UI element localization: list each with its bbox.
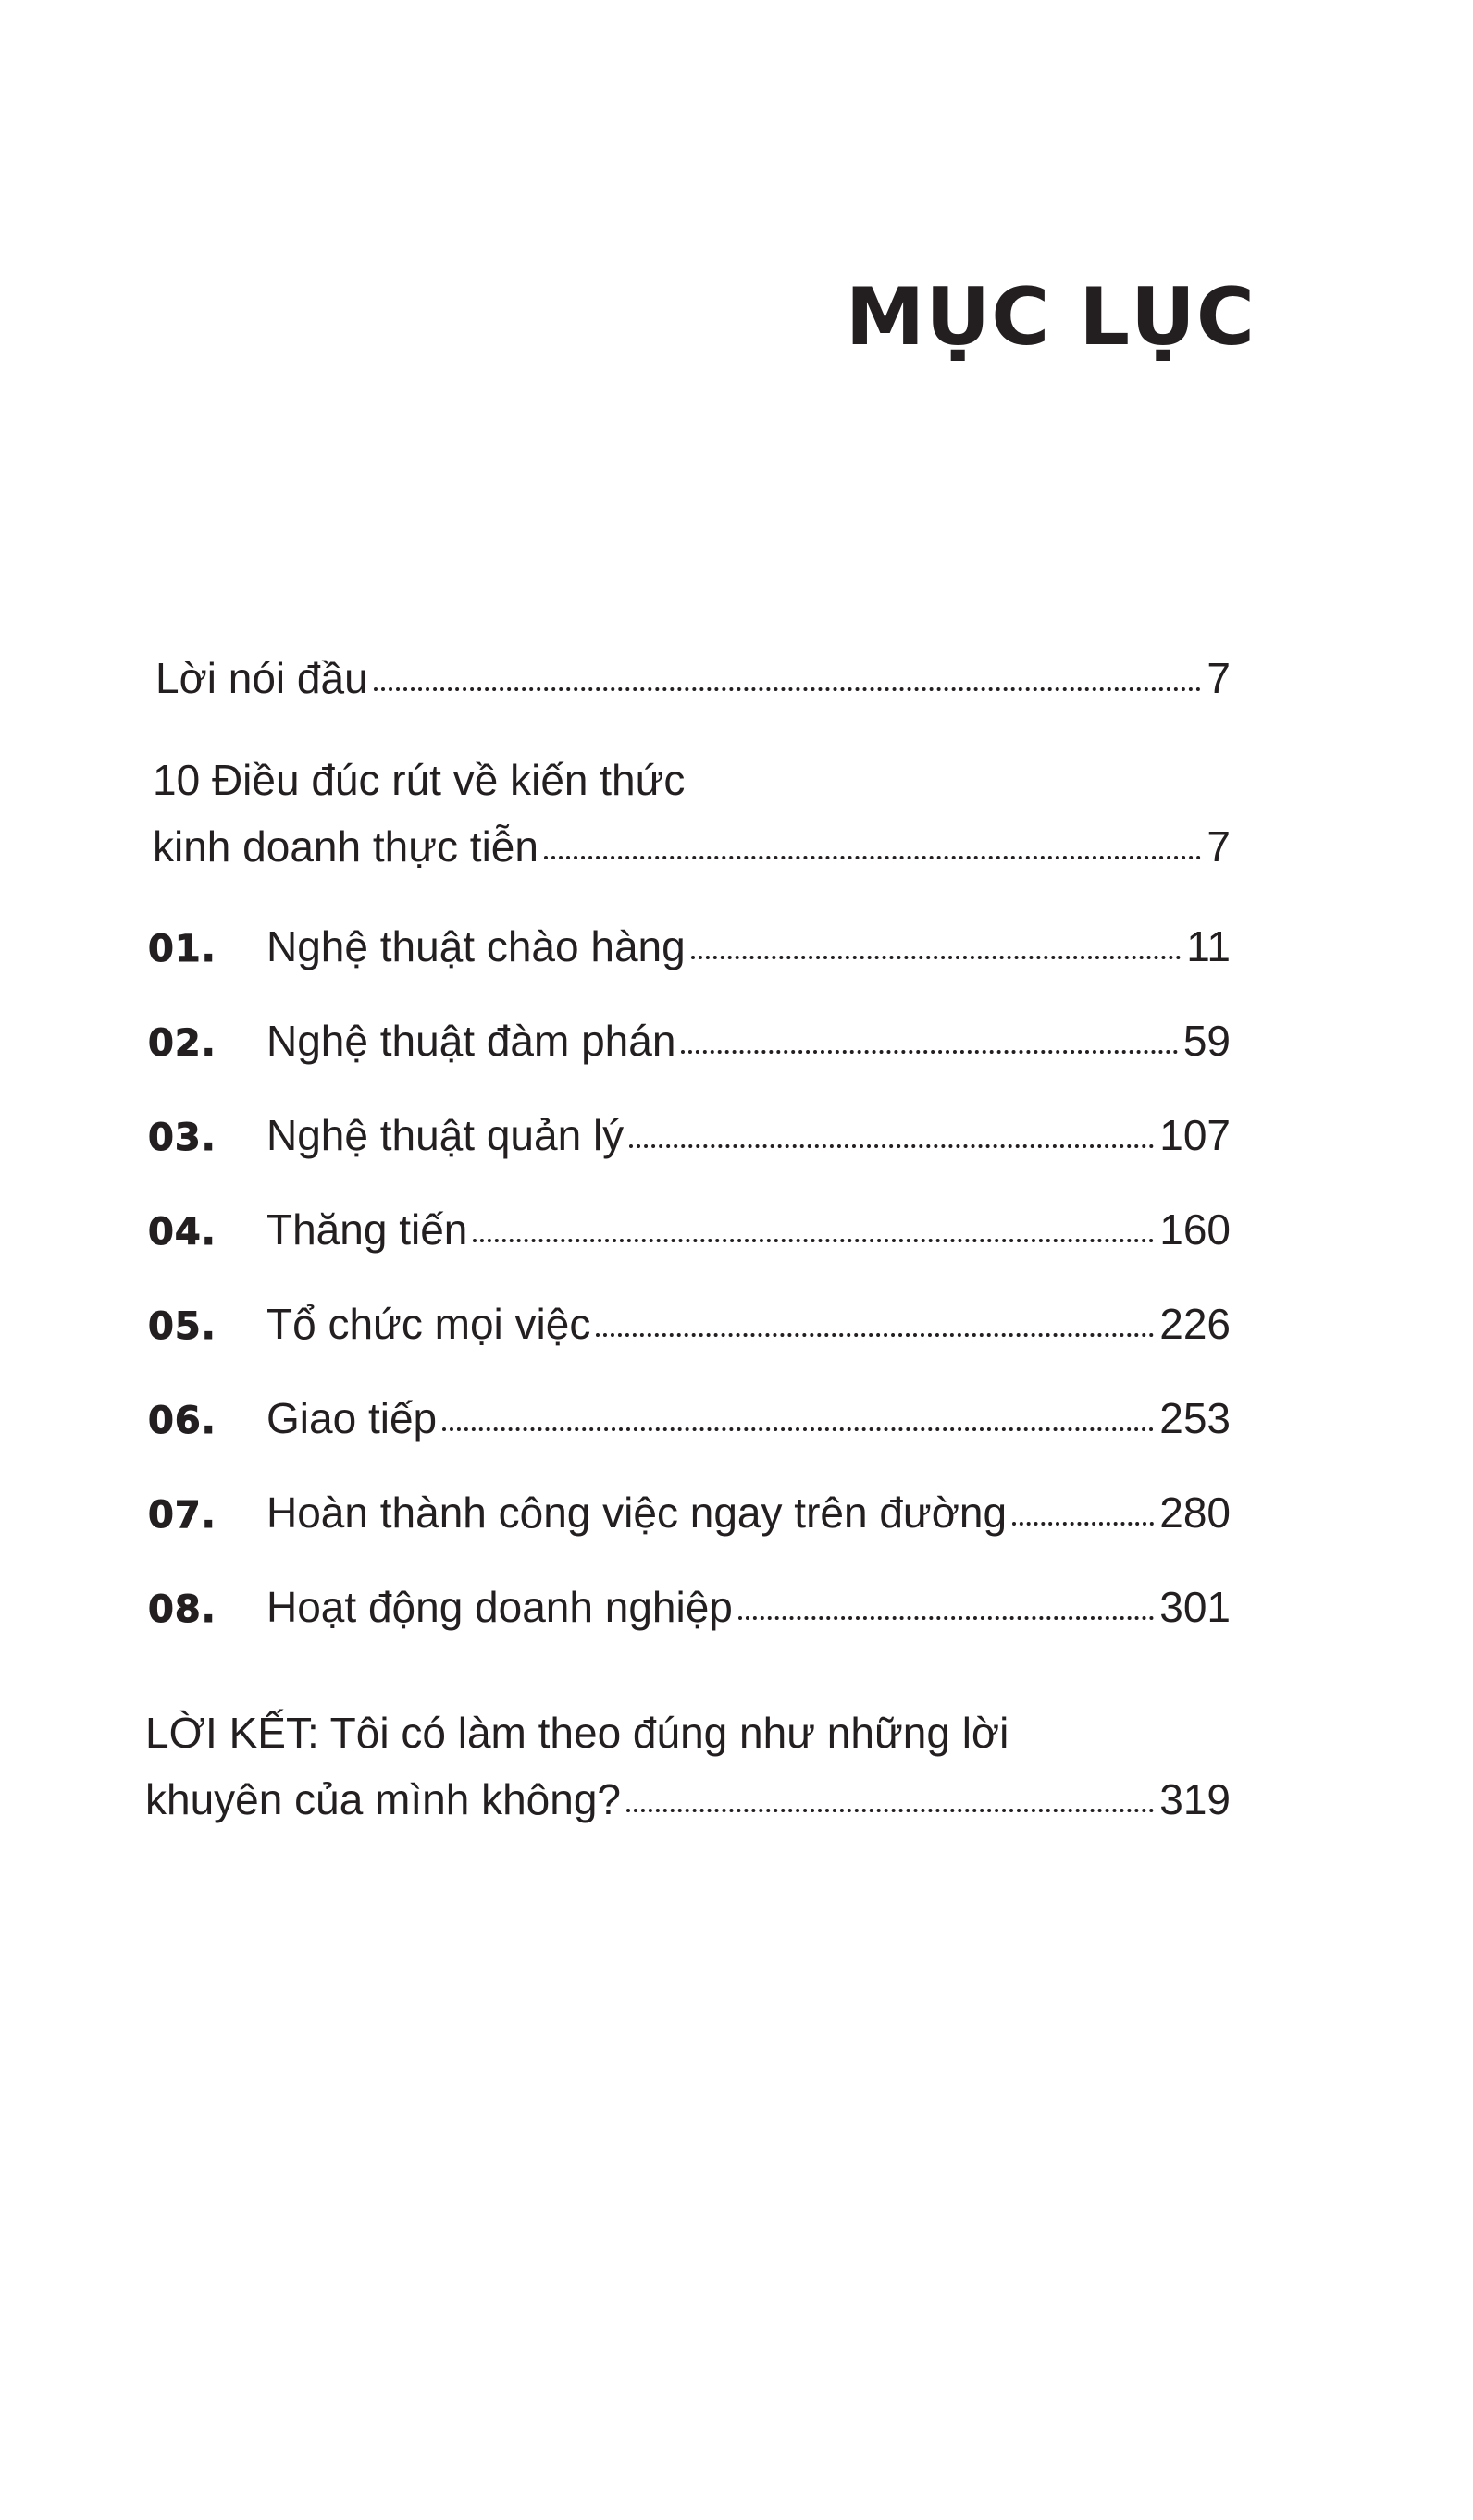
chapter-number: 04. — [148, 1211, 217, 1254]
leader-dots — [442, 1427, 1154, 1431]
leader-dots — [626, 1809, 1154, 1812]
toc-page-number: 107 — [1159, 1111, 1231, 1159]
toc-entry-label: Nghệ thuật chào hàng — [266, 922, 686, 970]
toc-page-number: 160 — [1159, 1205, 1231, 1254]
toc-entry-label: Hoạt động doanh nghiệp — [266, 1583, 733, 1631]
toc-entry-label: Thăng tiến — [266, 1205, 468, 1254]
chapter-number: 03. — [148, 1117, 217, 1159]
toc-entry-label-line2: kinh doanh thực tiễn — [153, 822, 538, 871]
chapter-number: 07. — [148, 1494, 217, 1537]
toc-entry-foreword[interactable] — [155, 654, 1231, 702]
toc-entry-conclusion[interactable] — [145, 1711, 1231, 1821]
leader-dots — [473, 1239, 1154, 1242]
toc-chapter-06[interactable] — [148, 1394, 1231, 1442]
toc-chapter-05[interactable] — [148, 1300, 1231, 1348]
toc-entry-label: Tổ chức mọi việc — [266, 1300, 591, 1348]
toc-chapter-03[interactable] — [148, 1111, 1231, 1159]
toc-page-number: 11 — [1186, 922, 1231, 970]
toc-chapter-04[interactable] — [148, 1205, 1231, 1254]
toc-chapter-01[interactable] — [148, 922, 1231, 970]
leader-dots — [1012, 1522, 1154, 1526]
leader-dots — [596, 1333, 1154, 1337]
toc-page-number: 319 — [1159, 1775, 1231, 1823]
toc-page-number: 301 — [1159, 1583, 1231, 1631]
toc-page-number: 280 — [1159, 1489, 1231, 1537]
toc-page-number: 253 — [1159, 1394, 1231, 1442]
toc-entry-lessons[interactable] — [153, 756, 1231, 871]
toc-entry-label: Nghệ thuật đàm phán — [266, 1017, 676, 1065]
toc-page-number: 7 — [1207, 822, 1231, 871]
leader-dots — [629, 1144, 1154, 1148]
toc-entry-label-line1: 10 Điều đúc rút về kiến thức — [153, 756, 686, 804]
leader-dots — [374, 687, 1202, 691]
toc-entry-label: Hoàn thành công việc ngay trên đường — [266, 1489, 1008, 1537]
chapter-number: 08. — [148, 1588, 217, 1631]
leader-dots — [738, 1616, 1154, 1620]
toc-chapter-08[interactable] — [148, 1583, 1231, 1631]
leader-dots — [691, 956, 1182, 959]
toc-entry-label: Nghệ thuật quản lý — [266, 1111, 625, 1159]
toc-entry-label-line2: khuyên của mình không? — [145, 1775, 622, 1823]
chapter-number: 01. — [148, 928, 217, 970]
leader-dots — [681, 1050, 1177, 1054]
toc-entry-label: Lời nói đầu — [155, 654, 368, 702]
page-title: MỤC LỤC — [845, 271, 1256, 364]
toc-entry-label-line1: LỜI KẾT: Tôi có làm theo đúng như những lời — [145, 1709, 1009, 1757]
chapter-number: 06. — [148, 1400, 217, 1442]
toc-entry-label: Giao tiếp — [266, 1394, 438, 1442]
toc-page-number: 226 — [1159, 1300, 1231, 1348]
chapter-number: 02. — [148, 1022, 217, 1065]
toc-chapter-07[interactable] — [148, 1489, 1231, 1537]
toc-page-number: 59 — [1182, 1017, 1231, 1065]
toc-chapter-02[interactable] — [148, 1017, 1231, 1065]
toc-page-number: 7 — [1207, 654, 1231, 702]
leader-dots — [544, 856, 1201, 859]
chapter-number: 05. — [148, 1305, 217, 1348]
